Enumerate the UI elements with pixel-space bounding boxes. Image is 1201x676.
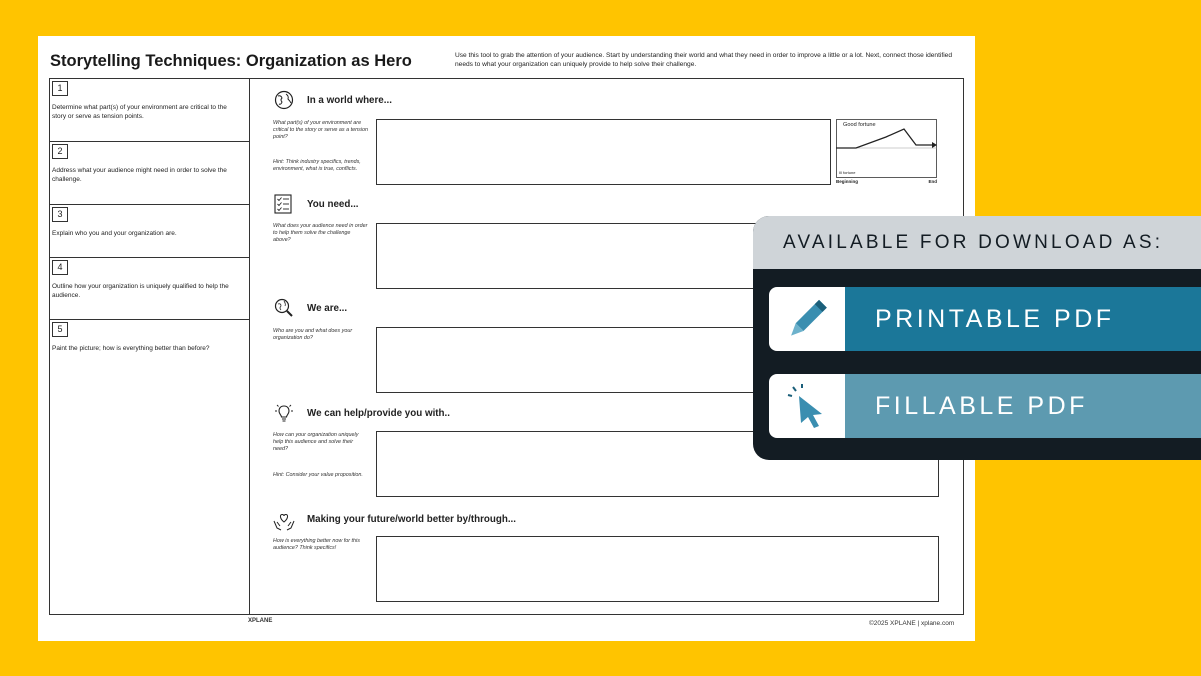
section-prompt: How can your organization uniquely help this audience and solve their need? bbox=[273, 432, 359, 452]
step-number: 3 bbox=[52, 207, 68, 222]
graph-top-label: Good fortune bbox=[843, 122, 876, 128]
graph-x-end: End bbox=[928, 179, 937, 184]
magnifier-globe-icon bbox=[273, 298, 295, 318]
intro-text: Use this tool to grab the attention of your audience. Start by understanding their world and what they need in order to improve a little or a lot. Next, connect those identified needs to what your organization can uniquely provide to help solve their challenge. bbox=[455, 52, 953, 68]
section-title: We are... bbox=[307, 303, 348, 314]
fillable-icon-box bbox=[769, 374, 845, 438]
section-prompt: How is everything better now for this audience? Think specifics! bbox=[273, 538, 360, 551]
download-panel bbox=[753, 216, 1201, 460]
printable-pdf-button[interactable] bbox=[769, 287, 1201, 351]
fillable-pdf-label: FILLABLE PDF bbox=[845, 374, 1201, 438]
copyright-text: ©2025 XPLANE | xplane.com bbox=[869, 620, 955, 627]
step-text: Address what your audience might need in order to solve the challenge. bbox=[52, 167, 227, 183]
divider bbox=[50, 319, 249, 320]
graph-bottom-label: Ill fortune bbox=[839, 170, 856, 175]
step-number: 4 bbox=[52, 260, 68, 275]
globe-icon bbox=[273, 90, 295, 110]
section-prompt: What part(s) of your environment are critical to the story or serve as a tension point? bbox=[273, 120, 368, 140]
step-text: Explain who you and your organization are. bbox=[52, 230, 177, 237]
fillable-pdf-button[interactable] bbox=[769, 374, 1201, 438]
divider bbox=[50, 257, 249, 258]
section-title: In a world where... bbox=[307, 95, 392, 106]
xplane-logo: XPLANE bbox=[248, 618, 273, 624]
pencil-icon bbox=[769, 287, 845, 351]
section-making-better bbox=[249, 501, 963, 613]
divider bbox=[50, 204, 249, 205]
section-title: We can help/provide you with.. bbox=[307, 408, 450, 419]
download-panel-header bbox=[753, 216, 1201, 269]
divider bbox=[50, 141, 249, 142]
step-text: Outline how your organization is uniquely qualified to help the audience. bbox=[52, 283, 229, 299]
printable-icon-box bbox=[769, 287, 845, 351]
section-title: You need... bbox=[307, 199, 359, 210]
step-text: Determine what part(s) of your environment are critical to the story or serve as tension points. bbox=[52, 104, 227, 120]
section-prompt: What does your audience need in order to help them solve the challenge above? bbox=[273, 223, 368, 243]
world-input-box[interactable] bbox=[376, 119, 831, 185]
future-input-box[interactable] bbox=[376, 536, 939, 602]
checklist-icon bbox=[273, 194, 295, 214]
page-title: Storytelling Techniques: Organization as Hero bbox=[50, 52, 412, 70]
steps-column bbox=[50, 79, 250, 614]
download-heading: AVAILABLE FOR DOWNLOAD AS: bbox=[783, 232, 1164, 253]
step-number: 2 bbox=[52, 144, 68, 159]
step-text: Paint the picture; how is everything better than before? bbox=[52, 345, 210, 352]
cursor-click-icon bbox=[769, 374, 845, 438]
section-hint: Hint: Consider your value proposition. bbox=[273, 472, 363, 478]
section-prompt: Who are you and what does your organization do? bbox=[273, 328, 353, 341]
step-number: 5 bbox=[52, 322, 68, 337]
lightbulb-icon bbox=[273, 403, 295, 423]
printable-pdf-label: PRINTABLE PDF bbox=[845, 287, 1201, 351]
section-hint: Hint: Think industry specifics, trends, environment, what is true, conflicts. bbox=[273, 159, 361, 172]
heart-hands-icon bbox=[273, 511, 295, 531]
step-number: 1 bbox=[52, 81, 68, 96]
fortune-graph bbox=[836, 119, 937, 184]
graph-x-start: Beginning bbox=[836, 179, 858, 184]
section-title: Making your future/world better by/through... bbox=[307, 514, 517, 525]
section-in-a-world bbox=[249, 79, 963, 189]
